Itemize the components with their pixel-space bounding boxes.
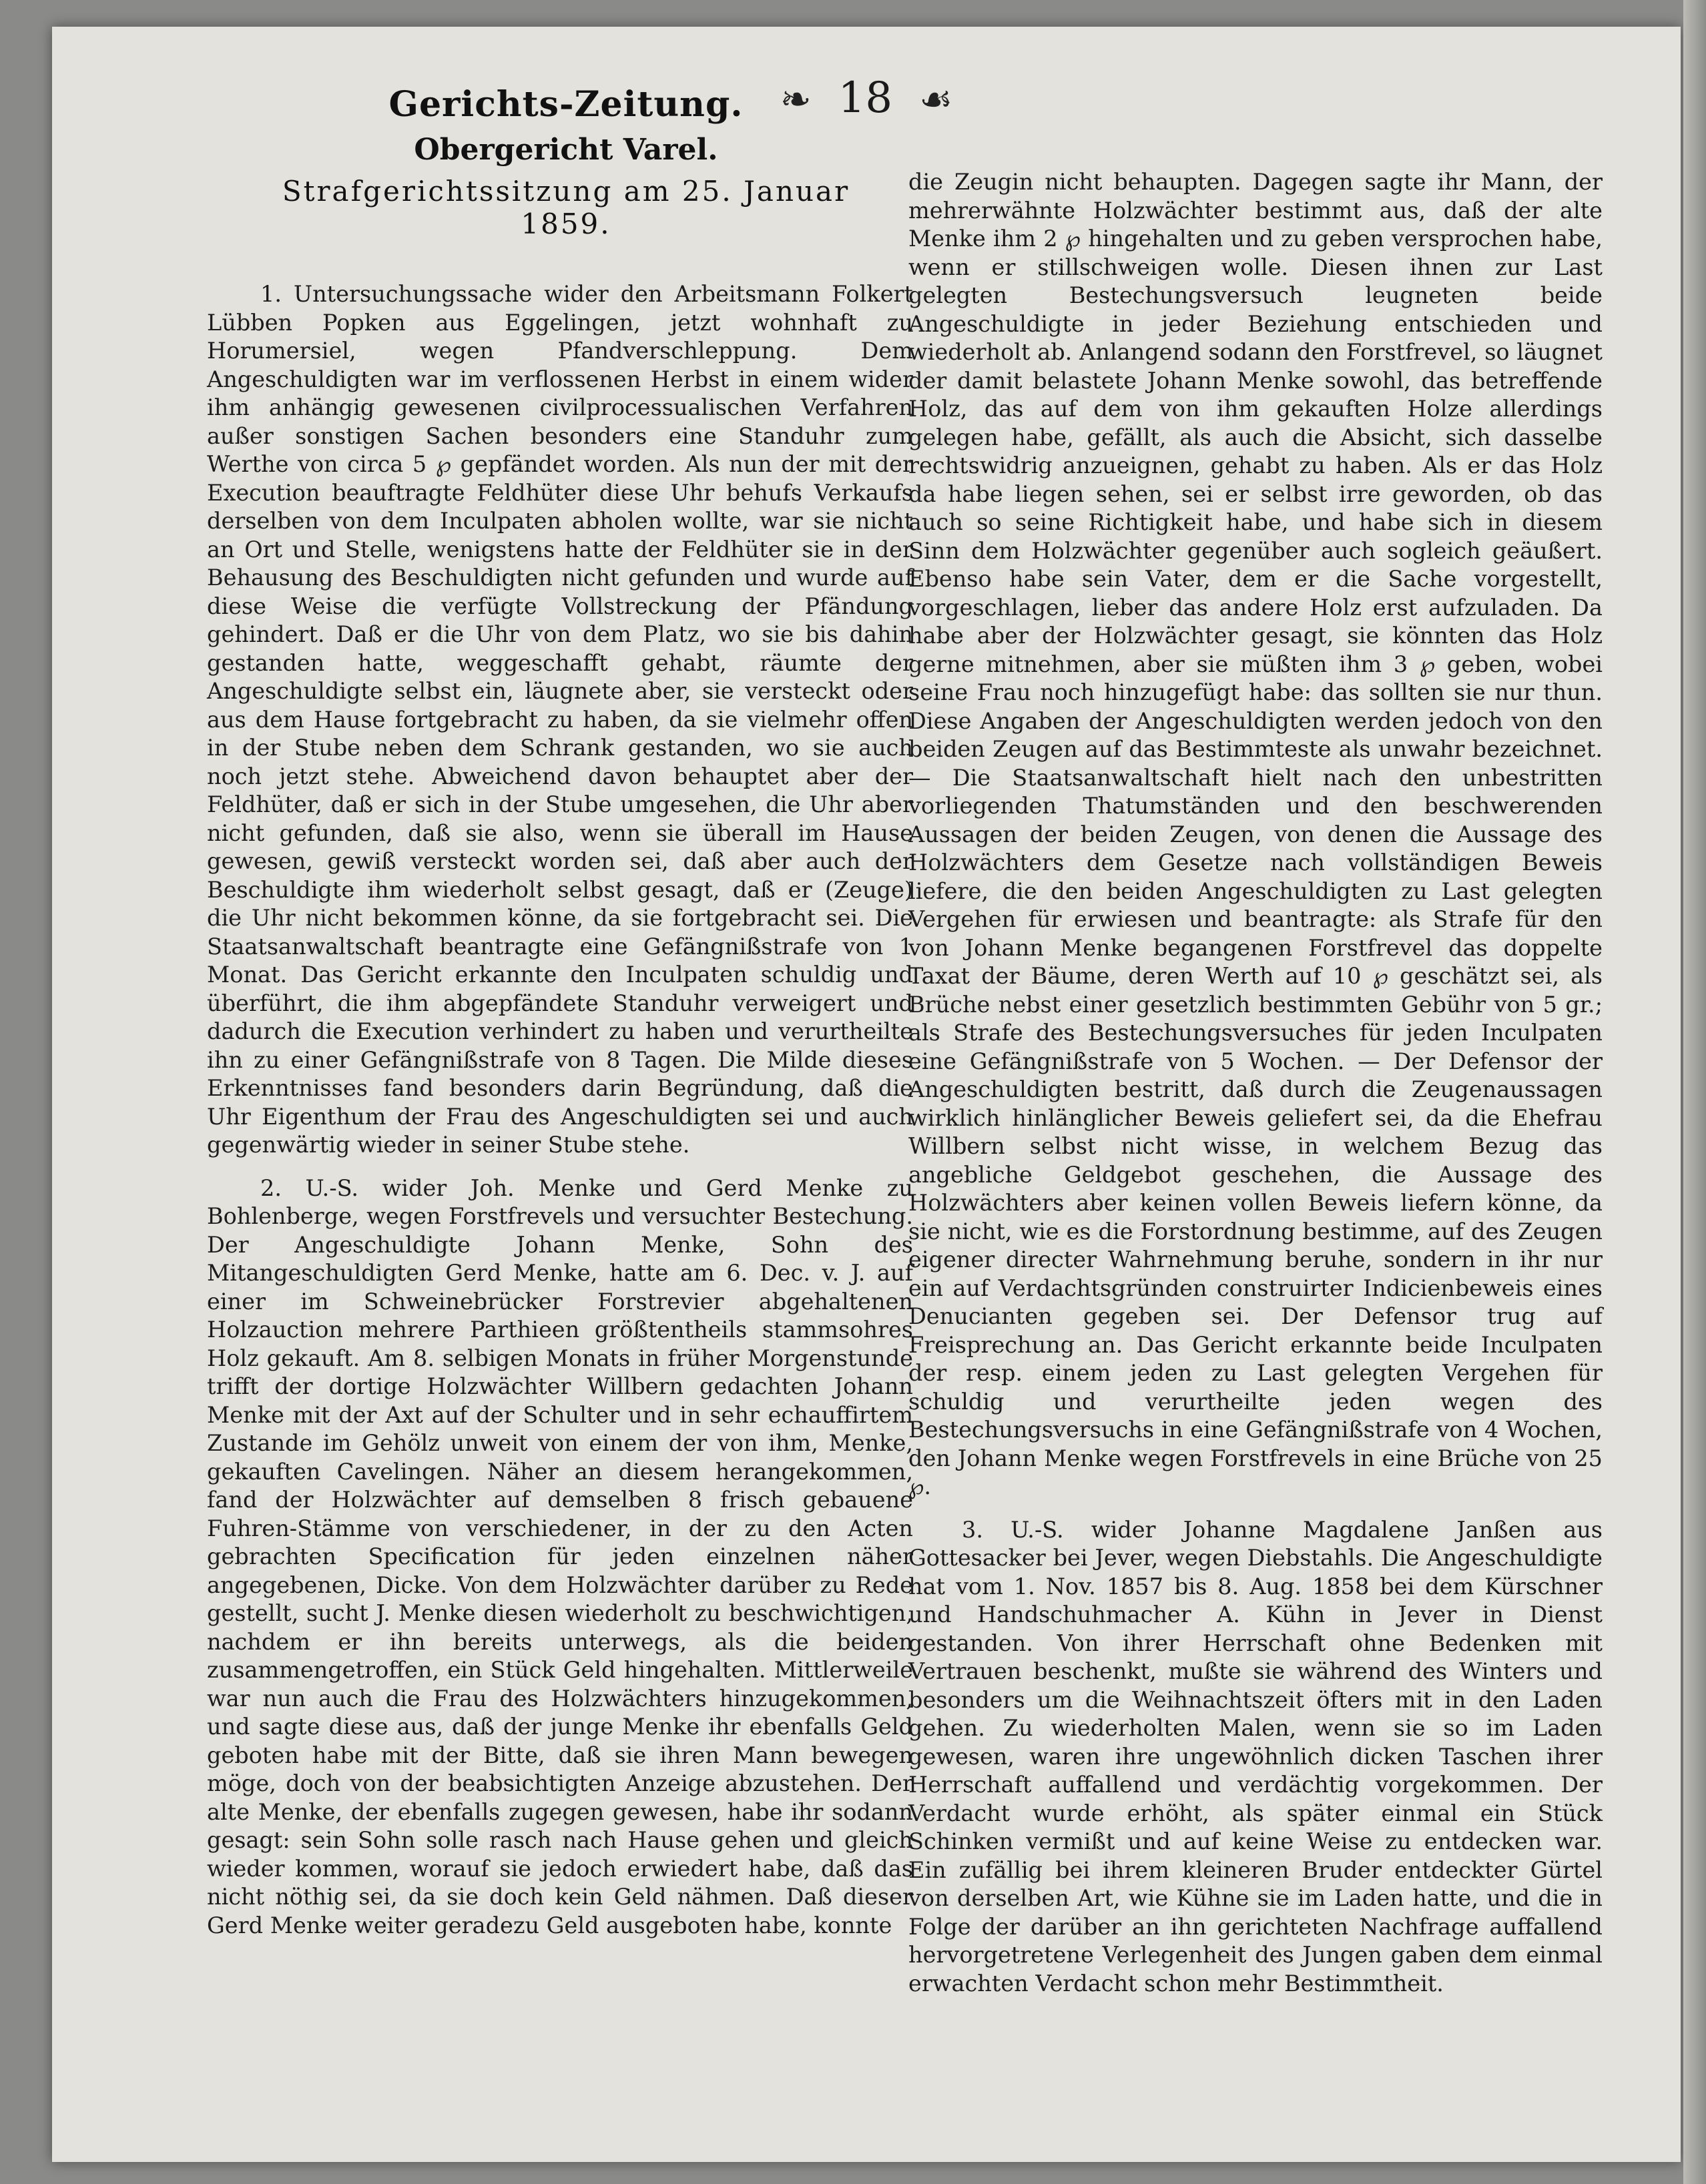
left-column [207,280,913,1944]
scan-edge [1683,0,1706,2184]
right-column [908,168,1603,2002]
case-paragraph: 2. U.-S. wider Joh. Menke und Gerd Menke zu Bohlenberge, wegen Forstfrevels und versuchter Bestechung. Der Angeschuldigte Johann Menke, Sohn des Mitangeschuldigten Gerd Menke, hatte am 6. Dec. v. J. auf einer im Schweinebrücker Forstrevier abgehaltenen Holzauction mehrere Parthieen größtentheils stammsohres Holz gekauft. Am 8. selbigen Monats in früher Morgenstunde trifft der dortige Holzwächter Willbern gedachten Johann Menke mit der Axt auf der Schulter und in sehr echauffirtem Zustande im Gehölz unweit von einem der von ihm, Menke, gekauften Cavelingen. Näher an diesem herangekommen, fand der Holzwächter auf demselben 8 frisch gebauene Fuhren-Stämme von verschiedener, in der zu den Acten gebrachten Specification für jeden einzelnen näher angegebenen, Dicke. Von dem Holzwächter darüber zu Rede gestellt, sucht J. Menke diesen wiederholt zu beschwichtigen, nachdem er ihn bereits unterwegs, als die beiden zusammengetroffen, ein Stück Geld hingehalten. Mittlerweile war nun auch die Frau des Holzwächters hinzugekommen, und sagte diese aus, daß der junge Menke ihr ebenfalls Geld geboten habe mit der Bitte, daß sie ihren Mann bewegen möge, doch von der beabsichtigten Anzeige abzustehen. Der alte Menke, der ebenfalls zugegen gewesen, habe ihr sodann gesagt: sein Sohn solle rasch nach Hause gehen und gleich wieder kommen, worauf sie jedoch erwiedert habe, daß das nicht nöthig sei, da sie doch kein Geld nähmen. Daß dieser Gerd Menke weiter geradezu Geld ausgeboten habe, konnte [207,1174,913,1938]
section-title: Gerichts-Zeitung. [388,84,744,125]
case-paragraph: 3. U.-S. wider Johanne Magdalene Janßen aus Gottesacker bei Jever, wegen Diebstahls. Die Angeschuldigte hat vom 1. Nov. 1857 bis 8. Aug. 1858 bei dem Kürschner und Handschuhmacher A. Kühn in Jever in Dienst gestanden. Von ihrer Herrschaft ohne Bedenken mit Vertrauen beschenkt, mußte sie während des Winters und besonders um die Weihnachtszeit öfters mit in den Laden gehen. Zu wiederholten Malen, wenn sie so im Laden gewesen, waren ihre ungewöhnlich dicken Taschen ihrer Herrschaft auffallend und verdächtig vorgekommen. Der Verdacht wurde erhöht, als später einmal ein Stück Schinken vermißt und auf keine Weise zu entdecken war. Ein zufällig bei ihrem kleineren Bruder entdeckter Gürtel von derselben Art, wie Kühne sie im Laden hatte, und die in Folge der darüber an ihn gerichteten Nachfrage auffallend hervorgetretene Verlegenheit des Jungen gaben dem einmal erwachten Verdacht schon mehr Bestimmtheit. [908,1516,1603,1996]
left-ornament-icon: ❧ [780,78,812,121]
section-header [232,84,900,240]
newspaper-page [52,27,1681,2162]
case-paragraph: 1. Untersuchungssache wider den Arbeitsmann Folkert Lübben Popken aus Eggelingen, jetzt wohnhaft zu Horumersiel, wegen Pfandverschleppung. Dem Angeschuldigten war im verflossenen Herbst in einem wider ihm anhängig gewesenen civilprocessualischen Verfahren außer sonstigen Sachen besonders eine Standuhr zum Werthe von circa 5 ℘ gepfändet worden. Als nun der mit der Execution beauftragte Feldhüter diese Uhr behufs Verkaufs derselben von dem Inculpaten abholen wollte, war sie nicht an Ort und Stelle, wenigstens hatte der Feldhüter sie in der Behausung des Beschuldigten nicht gefunden und wurde auf diese Weise die verfügte Vollstreckung der Pfändung gehindert. Daß er die Uhr von dem Platz, wo sie bis dahin gestanden hatte, weggeschafft gehabt, räumte der Angeschuldigte selbst ein, läugnete aber, sie versteckt oder aus dem Hause fortgebracht zu haben, da sie vielmehr offen in der Stube neben dem Schrank gestanden, wo sie auch noch jetzt stehe. Abweichend davon behauptet aber der Feldhüter, daß er sich in der Stube umgesehen, die Uhr aber nicht gefunden, daß sie also, wenn sie überall im Hause gewesen, gewiß versteckt worden sei, daß aber auch der Beschuldigte ihm wiederholt selbst gesagt, daß er (Zeuge) die Uhr nicht bekommen könne, da sie fortgebracht sei. Die Staatsanwaltschaft beantragte eine Gefängnißstrafe von 1 Monat. Das Gericht erkannte den Inculpaten schuldig und überführt, die ihm abgepfändete Standuhr verweigert und dadurch die Execution verhindert zu haben und verurtheilte ihn zu einer Gefängnißstrafe von 8 Tagen. Die Milde dieses Erkenntnisses fand besonders darin Begründung, daß die Uhr Eigenthum der Frau des Angeschuldigten sei und auch gegenwärtig wieder in seiner Stube stehe. [207,281,913,1158]
session-line: Strafgerichtssitzung am 25. Januar 1859. [282,175,850,240]
page-number: ❧ 18 ☙ [780,73,953,123]
case-paragraph: die Zeugin nicht behaupten. Dagegen sagte ihr Mann, der mehrerwähnte Holzwächter bestimmt aus, daß der alte Menke ihm 2 ℘ hingehalten und zu geben versprochen habe, wenn er stillschweigen wolle. Diesen ihnen zur Last gelegten Bestechungsversuch leugneten beide Angeschuldigte in jeder Beziehung entschieden und wiederholt ab. Anlangend sodann den Forstfrevel, so läugnet der damit belastete Johann Menke sowohl, das betreffende Holz, das auf dem von ihm gekauften Holze allerdings gelegen habe, gefällt, als auch die Absicht, sich dasselbe rechtswidrig anzueignen, gehabt zu haben. Als er das Holz da habe liegen sehen, sei er selbst irre geworden, ob das auch so seine Richtigkeit habe, und habe sich in diesem Sinn dem Holzwächter gegenüber auch sogleich geäußert. Ebenso habe sein Vater, dem er die Sache vorgestellt, vorgeschlagen, lieber das andere Holz erst aufzuladen. Da habe aber der Holzwächter gesagt, sie könnten das Holz gerne mitnehmen, aber sie müßten ihm 3 ℘ geben, wobei seine Frau noch hinzugefügt habe: das sollten sie nur thun. Diese Angaben der Angeschuldigten werden jedoch von den beiden Zeugen auf das Bestimmteste als unwahr bezeichnet. — Die Staatsanwaltschaft hielt nach den unbestritten vorliegenden Thatumständen und den beschwerenden Aussagen der beiden Zeugen, von denen die Aussage des Holzwächters dem Gesetze nach vollständigen Beweis liefere, die den beiden Angeschuldigten zu Last gelegten Vergehen für erwiesen und beantragte: als Strafe für den von Johann Menke begangenen Forstfrevel das doppelte Taxat der Bäume, deren Werth auf 10 ℘ geschätzt sei, als Brüche nebst einer gesetzlich bestimmten Gebühr von 5 gr.; als Strafe des Bestechungsversuches für jeden Inculpaten eine Gefängnißstrafe von 5 Wochen. — Der Defensor der Angeschuldigten bestritt, daß durch die Zeugenaussagen wirklich hinlänglicher Beweis geliefert sei, da die Ehefrau Willbern selbst nicht wisse, in welchem Bezug das angebliche Geldgebot geschehen, die Aussage des Holzwächters aber keinen vollen Beweis liefern könne, da sie nicht, wie es die Forstordnung bestimme, auf des Zeugen eigener directer Wahrnehmung beruhe, sondern in ihr nur ein auf Verdachtsgründen construirter Indicienbeweis eines Denucianten gegeben sei. Der Defensor trug auf Freisprechung an. Das Gericht erkannte beide Inculpaten der resp. einem jeden zu Last gelegten Vergehen für schuldig und verurtheilte jeden wegen des Bestechungsversuchs in eine Gefängnißstrafe von 4 Wochen, den Johann Menke wegen Forstfrevels in eine Brüche von 25 ℘. [908,169,1603,1499]
right-ornament-icon: ☙ [919,78,953,121]
court-name: Obergericht Varel. [414,133,718,167]
